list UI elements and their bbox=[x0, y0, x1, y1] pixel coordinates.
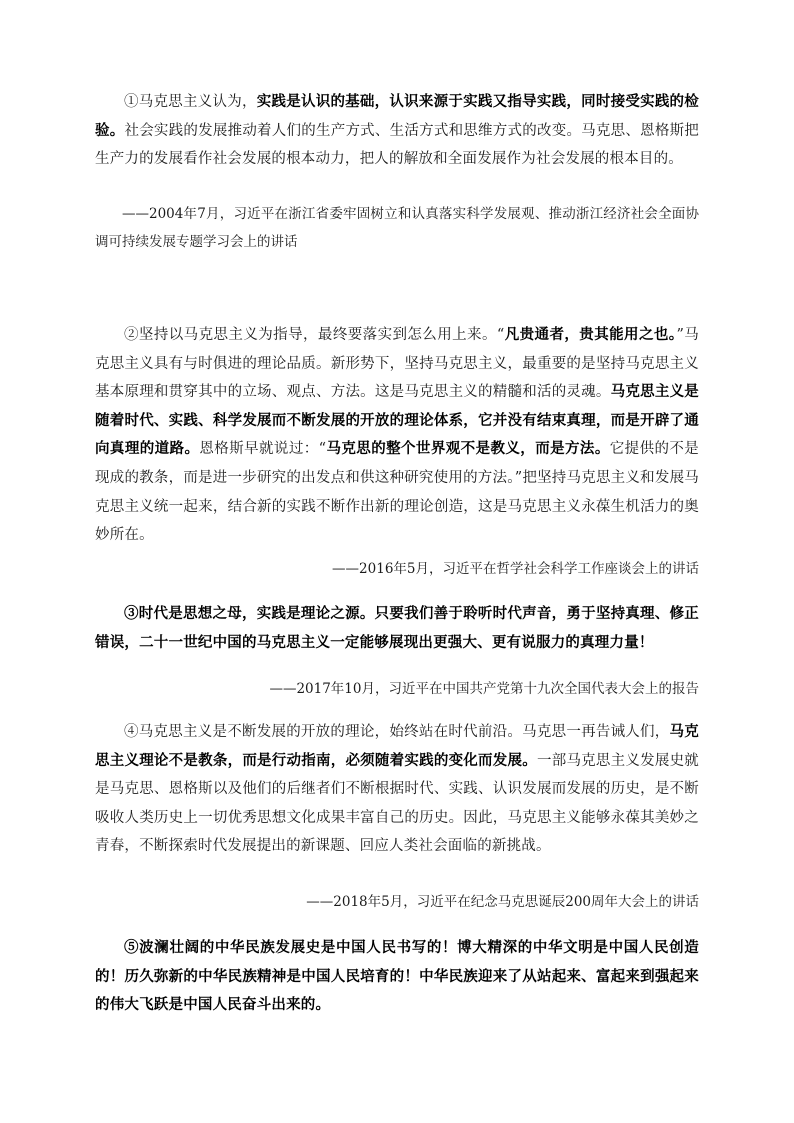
quote-paragraph-3 bbox=[95, 600, 699, 657]
bold-text-run: 马克思的整个世界观不是教义，而是方法。 bbox=[326, 440, 610, 458]
text-run: ”马克思主义具有与时俱进的理论品质。新形势下，坚持马克思主义，最重要的是坚持马克思主义基本原理和贯穿其中的立场、观点、方法。这是马克思主义的精髓和活的灵魂。 bbox=[95, 327, 699, 401]
section-marker: ② bbox=[124, 327, 139, 343]
section-marker: ⑤ bbox=[124, 939, 140, 956]
text-run: 一部马克思主义发展史就是马克思、恩格斯以及他们的后继者们不断根据时代、实践、认识发展而发展的历史，是不断吸收人类历史上一切优秀思想文化成果丰富自己的历史。因此，马克思主义能够永葆其美妙之青春，不断探索时代发展提出的新课题、回应人类社会面临的新挑战。 bbox=[95, 752, 700, 855]
bold-text-run: 实践是认识的基础，认识来源于实践又指导实践，同时接受实践的检验。 bbox=[95, 93, 700, 139]
quote-source-2: ——2016年5月，习近平在哲学社会科学工作座谈会上的讲话 bbox=[332, 561, 699, 577]
bold-text-run: 凡贵通者，贵其能用之也。 bbox=[504, 326, 677, 343]
quote-source-1: ——2004年7月，习近平在浙江省委牢固树立和认真落实科学发展观、推动浙江经济社会全面协调可持续发展专题学习会上的讲话 bbox=[95, 206, 699, 250]
text-run: 马克思主义认为， bbox=[138, 94, 257, 110]
text-run: 马克思主义是不断发展的开放的理论，始终站在时代前沿。马克思一再告诫人们， bbox=[138, 724, 670, 740]
quote-paragraph-4 bbox=[95, 718, 699, 861]
section-marker: ④ bbox=[124, 724, 139, 740]
quote-paragraph-5 bbox=[95, 934, 699, 1020]
quote-paragraph-2 bbox=[95, 321, 699, 550]
quote-paragraph-1 bbox=[95, 88, 699, 174]
quote-source-3: ——2017年10月，习近平在中国共产党第十九次全国代表大会上的报告 bbox=[269, 681, 699, 697]
bold-text-run: 马克思主义是随着时代、实践、科学发展而不断发展的开放的理论体系，它并没有结束真理，而是开辟了通向真理的道路。 bbox=[95, 383, 700, 458]
bold-text-run: 波澜壮阔的中华民族发展史是中国人民书写的！博大精深的中华文明是中国人民创造的！历久弥新的中华民族精神是中国人民培育的！中华民族迎来了从站起来、富起来到强起来的伟大飞跃是中国人民奋斗出来的。 bbox=[95, 939, 700, 1014]
bold-text-run: 马克思主义理论不是教条，而是行动指南，必须随着实践的变化而发展。 bbox=[95, 723, 699, 769]
quote-source-4: ——2018年5月，习近平在纪念马克思诞辰200周年大会上的讲话 bbox=[306, 894, 699, 910]
text-run: 坚持以马克思主义为指导，最终要落实到怎么用上来。“ bbox=[138, 327, 505, 343]
text-run: 恩格斯早就说过：“ bbox=[199, 441, 327, 458]
bold-text-run: 时代是思想之母，实践是理论之源。只要我们善于聆听时代声音，勇于坚持真理、修正错误，二十一世纪中国的马克思主义一定能够展现出更强大、更有说服力的真理力量！ bbox=[95, 605, 699, 651]
section-marker: ③ bbox=[124, 605, 139, 622]
text-run: 社会实践的发展推动着人们的生产方式、生活方式和思维方式的改变。马克思、恩格斯把生产力的发展看作社会发展的根本动力，把人的解放和全面发展作为社会发展的根本目的。 bbox=[95, 122, 699, 168]
section-marker: ① bbox=[124, 94, 139, 110]
text-run: 它提供的不是现成的教条，而是进一步研究的出发点和供这种研究使用的方法。”把坚持马克思主义和发展马克思主义统一起来，结合新的实践不断作出新的理论创造，这是马克思主义永葆生机活力的奥妙所在。 bbox=[95, 441, 699, 544]
